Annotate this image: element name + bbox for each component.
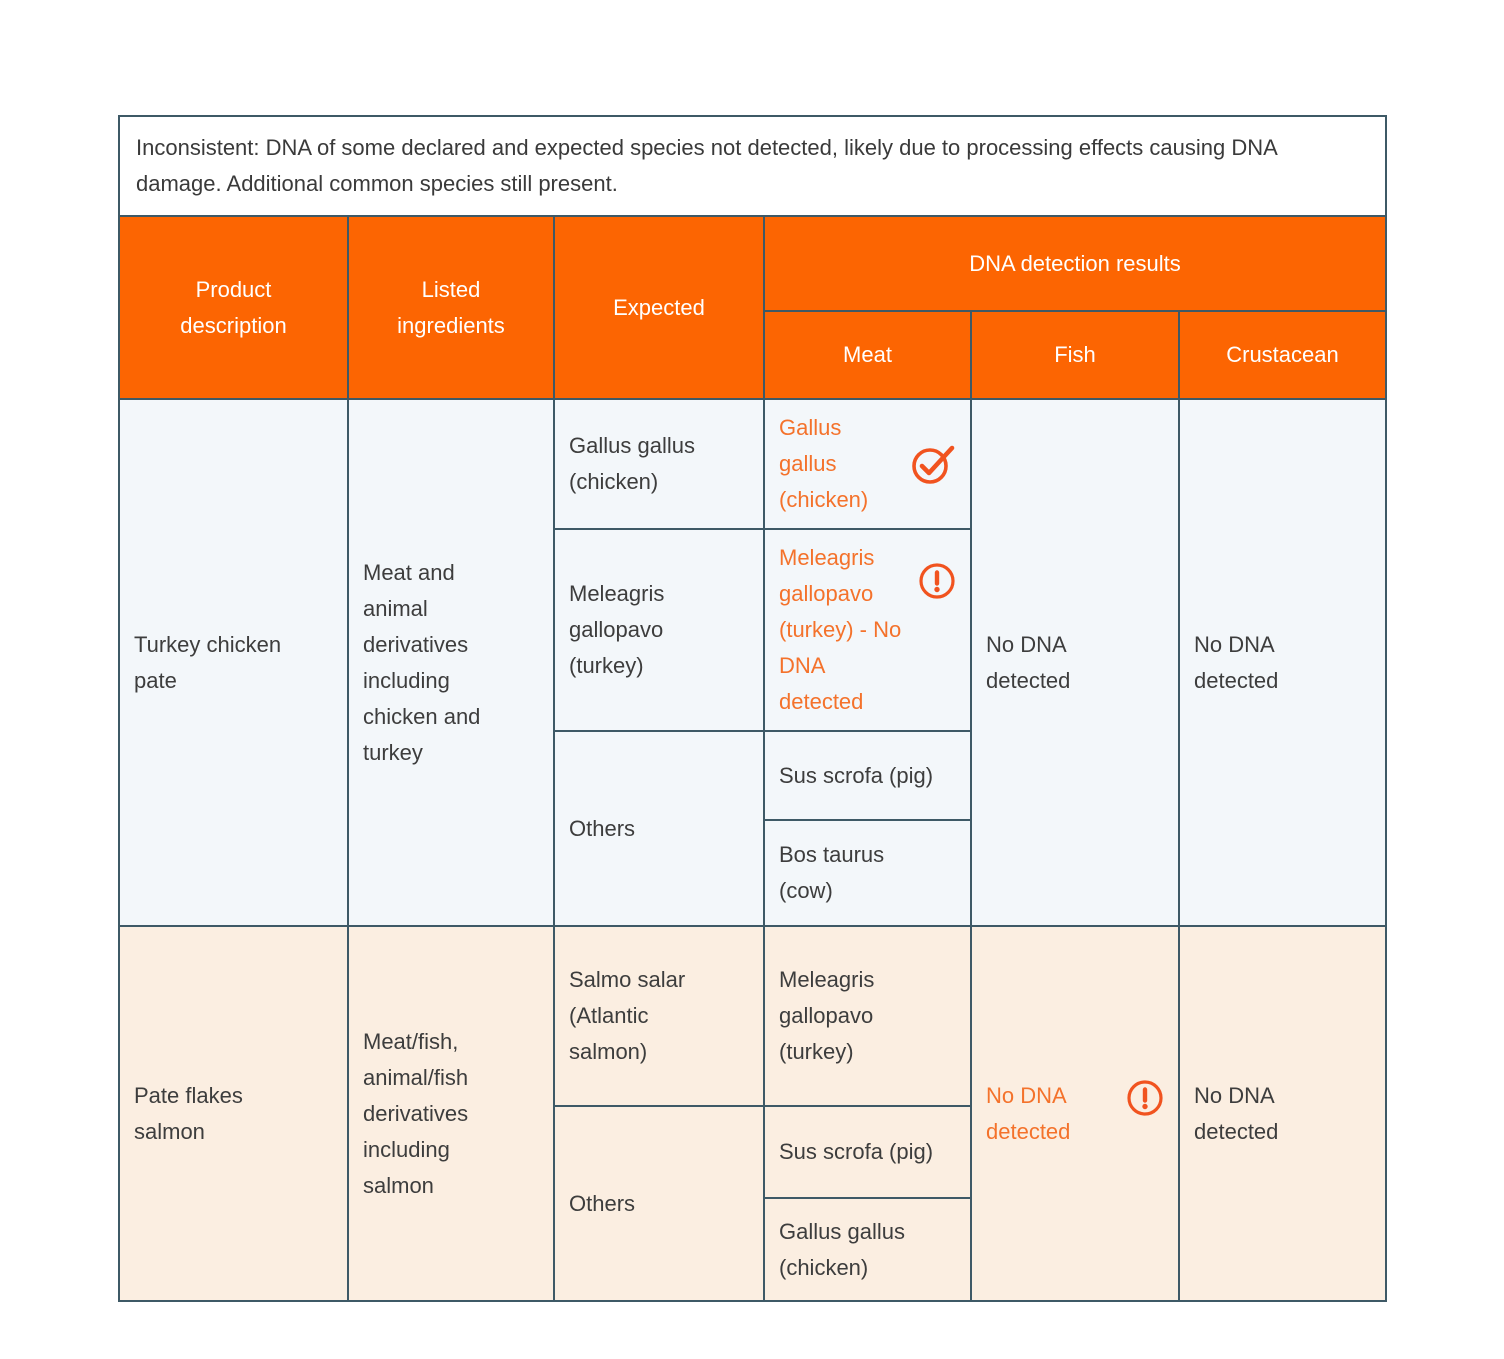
meat-result-text: Meleagris gallopavo (turkey)	[779, 967, 875, 1064]
cell-meat-result	[764, 529, 971, 731]
table-row	[119, 926, 1386, 1106]
meat-result-text: Sus scrofa (pig)	[779, 1139, 934, 1164]
crustacean-result-text: No DNA detected	[1194, 631, 1279, 693]
cell-meat-result	[764, 820, 971, 926]
product-name-text: Turkey chicken pate	[134, 631, 282, 693]
table-row	[119, 216, 1386, 311]
col-header-dna-detection-results: DNA detection results	[764, 216, 1386, 311]
col-header-expected: Expected	[554, 216, 764, 399]
meat-result-text: Bos taurus (cow)	[779, 842, 885, 903]
col-header-product-description: Product description	[119, 216, 348, 399]
check-circle-icon	[910, 443, 956, 485]
alert-circle-icon	[918, 562, 956, 600]
fish-result-content	[986, 1078, 1164, 1150]
dna-detection-table	[118, 115, 1387, 1302]
meat-result-text: Gallus gallus (chicken)	[779, 415, 869, 512]
col-header-fish: Fish	[971, 311, 1179, 399]
expected-species-text: Meleagris gallopavo (turkey)	[569, 581, 665, 678]
expected-species-text: Salmo salar (Atlantic salmon)	[569, 967, 686, 1064]
col-header-crustacean: Crustacean	[1179, 311, 1386, 399]
cell-meat-result	[764, 399, 971, 529]
table-row	[119, 116, 1386, 216]
cell-expected-species	[554, 399, 764, 529]
cell-fish-result	[971, 399, 1179, 926]
cell-product-name	[119, 399, 348, 926]
cell-meat-result	[764, 926, 971, 1106]
cell-expected-species	[554, 529, 764, 731]
expected-species-text: Others	[569, 815, 636, 841]
dna-results-table-container	[118, 115, 1387, 1302]
meat-result-content	[779, 410, 956, 518]
cell-meat-result	[764, 1106, 971, 1198]
fish-result-text: No DNA detected	[986, 631, 1071, 693]
ingredients-text: Meat and animal derivatives including chicken and turkey	[363, 559, 481, 765]
crustacean-result-text: No DNA detected	[1194, 1082, 1279, 1144]
cell-expected-species	[554, 1106, 764, 1301]
cell-meat-result	[764, 1198, 971, 1301]
fish-result-text: No DNA detected	[986, 1082, 1071, 1144]
cell-expected-species	[554, 926, 764, 1106]
meat-result-text: Meleagris gallopavo (turkey) - No DNA detected	[779, 545, 902, 714]
meat-result-content	[779, 540, 956, 720]
cell-crustacean-result	[1179, 926, 1386, 1301]
table-row	[119, 399, 1386, 529]
cell-meat-result	[764, 731, 971, 820]
cell-listed-ingredients	[348, 926, 554, 1301]
cell-expected-species	[554, 731, 764, 926]
expected-species-text: Gallus gallus (chicken)	[569, 433, 695, 494]
product-name-text: Pate flakes salmon	[134, 1082, 243, 1144]
col-header-meat: Meat	[764, 311, 971, 399]
col-header-listed-ingredients: Listed ingredients	[348, 216, 554, 399]
ingredients-text: Meat/fish, animal/fish derivatives including salmon	[363, 1028, 469, 1198]
cell-listed-ingredients	[348, 399, 554, 926]
expected-species-text: Others	[569, 1190, 636, 1216]
meat-result-text: Sus scrofa (pig)	[779, 762, 934, 788]
alert-circle-icon	[1126, 1079, 1164, 1117]
cell-fish-result	[971, 926, 1179, 1301]
meat-result-text: Gallus gallus (chicken)	[779, 1218, 905, 1280]
cell-crustacean-result	[1179, 399, 1386, 926]
caption-text: Inconsistent: DNA of some declared and expected species not detected, likely due to processing effects causing DNA damage. Additional common species still present.	[136, 135, 1277, 196]
table-caption	[119, 116, 1386, 216]
cell-product-name	[119, 926, 348, 1301]
